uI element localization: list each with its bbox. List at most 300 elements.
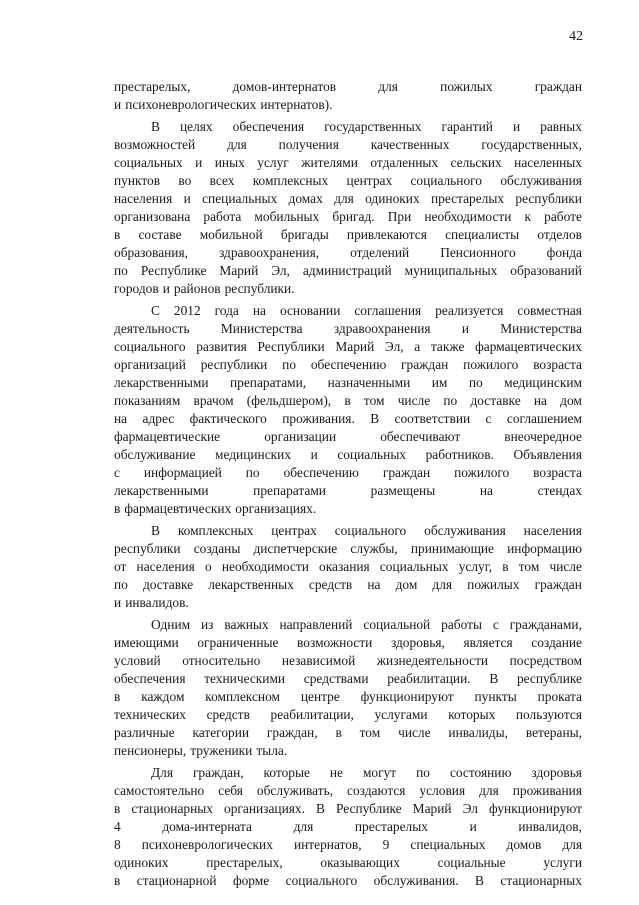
word: соглашением: [506, 411, 582, 426]
word: обеспечения: [114, 671, 186, 686]
text-line: [114, 78, 582, 96]
word: комплексных: [252, 173, 329, 188]
word: оказания: [319, 559, 370, 574]
text-line: [114, 522, 582, 540]
word: социального: [334, 523, 407, 538]
word: пунктов: [114, 173, 161, 188]
text-line: [114, 154, 582, 172]
word: независимой: [281, 653, 356, 668]
word: стационарных: [500, 873, 582, 888]
word: услуг,: [458, 559, 493, 574]
text-line: [114, 652, 582, 670]
word: числе: [398, 725, 431, 740]
word: лекарственных: [208, 577, 294, 592]
word: препаратами,: [230, 375, 307, 390]
word: жизнедеятельности: [376, 653, 489, 668]
text-line: [114, 764, 582, 782]
word: назначенными: [327, 375, 411, 390]
word: средств: [308, 577, 353, 592]
word: и: [114, 97, 122, 112]
word: себя: [218, 783, 243, 798]
word: во: [178, 173, 192, 188]
word: пункты: [474, 689, 517, 704]
paragraph: [114, 522, 582, 612]
word: лекарственными: [114, 483, 209, 498]
word: населения: [114, 191, 173, 206]
word: отдаленных: [370, 155, 439, 170]
word: возраста: [533, 465, 582, 480]
word: В: [316, 801, 325, 816]
word: районов: [173, 281, 221, 296]
word: проживания: [512, 783, 582, 798]
word: для: [293, 819, 314, 834]
page-number: 42: [569, 29, 583, 44]
word: здоровья,: [390, 635, 445, 650]
word: том: [518, 559, 540, 574]
word: обслуживать,: [256, 783, 334, 798]
word: состоянию: [449, 765, 512, 780]
word: адрес: [142, 411, 175, 426]
word: Республике: [335, 801, 402, 816]
word: сельских: [450, 155, 502, 170]
word: от: [114, 559, 127, 574]
word: престарелых: [354, 819, 428, 834]
word: развития: [196, 339, 247, 354]
text-line: [114, 374, 582, 392]
word: граждан,: [266, 725, 318, 740]
text-line: [114, 670, 582, 688]
word: услуги: [543, 855, 582, 870]
word: каждом: [141, 689, 185, 704]
word: инвалидов,: [518, 819, 582, 834]
word: Одним: [151, 617, 191, 632]
text-line: [114, 482, 582, 500]
word: стационарной: [136, 873, 217, 888]
paragraph: [114, 302, 582, 518]
word: комплексных: [177, 523, 254, 538]
text-line: [114, 836, 582, 854]
word: мобильных: [254, 209, 320, 224]
word: муниципальных: [404, 263, 498, 278]
word: проката: [537, 689, 582, 704]
word: на: [367, 577, 381, 592]
paragraph: [114, 118, 582, 298]
word: и: [512, 119, 521, 134]
word: фармацевтические: [114, 429, 221, 444]
paragraph: [114, 764, 582, 890]
word: центрах: [346, 173, 393, 188]
word: здравоохранения: [333, 321, 431, 336]
word: доставке: [470, 393, 521, 408]
text-line: [114, 742, 582, 760]
word: принимающие: [410, 541, 494, 556]
word: здоровья: [531, 765, 582, 780]
word: равных: [540, 119, 582, 134]
word: в: [344, 393, 351, 408]
word: по: [282, 357, 297, 372]
word: и: [195, 155, 203, 170]
word: 2012: [173, 303, 201, 318]
word: для: [479, 783, 499, 798]
word: направлений: [279, 617, 353, 632]
word: услугами: [374, 707, 428, 722]
word: соответствии: [394, 411, 471, 426]
text-line: [114, 356, 582, 374]
word: организациях.: [224, 801, 305, 816]
word: фактического: [189, 411, 267, 426]
word: пожилых: [440, 79, 493, 94]
text-line: [114, 190, 582, 208]
text-line: [114, 428, 582, 446]
word: пожилых: [467, 577, 520, 592]
word: обеспечения: [232, 119, 305, 134]
word: в: [114, 801, 121, 816]
word: 9: [382, 837, 390, 852]
word: социальных: [337, 447, 407, 462]
word: созданы: [193, 541, 241, 556]
word: года: [214, 303, 239, 318]
text-line: [114, 338, 582, 356]
text-line: [114, 244, 582, 262]
word: диспетчерские: [253, 541, 338, 556]
word: социальные: [437, 855, 506, 870]
word: о: [204, 559, 212, 574]
word: интернатов).: [260, 97, 333, 112]
word: граждан: [401, 357, 449, 372]
word: в: [114, 689, 121, 704]
text-line: [114, 634, 582, 652]
word: привлекаются: [346, 227, 427, 242]
word: в: [335, 725, 342, 740]
word: а: [414, 339, 421, 354]
word: обслуживания: [500, 173, 582, 188]
word: доставке: [142, 577, 194, 592]
word: социальных: [114, 155, 183, 170]
word: работников.: [425, 447, 494, 462]
word: дома-интерната: [162, 819, 252, 834]
word: работе: [544, 209, 582, 224]
word: бригады: [280, 227, 329, 242]
word: деятельность: [114, 321, 190, 336]
text-line: [114, 118, 582, 136]
word: числе: [549, 559, 582, 574]
word: населенных: [514, 155, 582, 170]
text-line: [114, 540, 582, 558]
word: им: [431, 375, 448, 390]
word: организации: [264, 429, 337, 444]
word: организациях.: [235, 501, 317, 516]
word: информацию: [507, 541, 582, 556]
word: необходимости: [424, 209, 512, 224]
word: и: [114, 595, 122, 610]
word: важных: [224, 617, 269, 632]
word: центре: [300, 689, 340, 704]
word: для: [227, 137, 247, 152]
word: интернатов,: [293, 837, 362, 852]
word: по: [245, 465, 260, 480]
word: информацией: [143, 465, 222, 480]
word: для: [432, 577, 453, 592]
word: по: [468, 375, 483, 390]
word: 8: [114, 837, 121, 852]
word: Министерства: [500, 321, 582, 336]
word: престарелых: [430, 191, 505, 206]
text-line: [114, 576, 582, 594]
word: ветераны,: [525, 725, 582, 740]
word: гражданами,: [509, 617, 582, 632]
word: целях: [179, 119, 213, 134]
word: граждан: [534, 577, 582, 592]
text-line: [114, 854, 582, 872]
word: Эл,: [384, 339, 404, 354]
word: совместная: [517, 303, 582, 318]
word: бригад.: [332, 209, 375, 224]
word: создание: [531, 635, 582, 650]
word: В: [370, 411, 380, 426]
word: не: [329, 765, 343, 780]
word: республики: [114, 541, 181, 556]
text-line: [114, 136, 582, 154]
text-line: [114, 280, 582, 298]
word: обслуживания.: [373, 873, 459, 888]
word: центрах: [271, 523, 317, 538]
paragraph: [114, 78, 582, 114]
word: могут: [362, 765, 397, 780]
text-line: [114, 392, 582, 410]
word: в: [502, 559, 509, 574]
word: реализуется: [435, 303, 504, 318]
word: республике: [516, 671, 582, 686]
word: жителями: [301, 155, 358, 170]
word: получения: [278, 137, 339, 152]
word: качественных: [370, 137, 450, 152]
word: фармацевтических: [124, 501, 232, 516]
word: специальных: [202, 191, 278, 206]
word: При: [387, 209, 412, 224]
word: возраста: [533, 357, 582, 372]
word: пожилого: [463, 357, 519, 372]
word: обслуживание: [114, 447, 196, 462]
word: реабилитации.: [387, 671, 471, 686]
word: труженики: [190, 743, 253, 758]
word: реабилитации,: [270, 707, 354, 722]
word: обеспечивают: [380, 429, 461, 444]
word: на: [533, 393, 547, 408]
text-line: [114, 594, 582, 612]
word: городов: [114, 281, 159, 296]
word: Объявления: [513, 447, 582, 462]
word: стационарных: [131, 801, 213, 816]
word: посредством: [509, 653, 582, 668]
word: граждан,: [192, 765, 244, 780]
word: самостоятельно: [114, 783, 205, 798]
word: Марий: [219, 263, 259, 278]
word: функционируют: [489, 801, 582, 816]
word: условий: [114, 653, 161, 668]
word: престарелых,: [114, 79, 191, 94]
word: обслуживания: [424, 523, 506, 538]
word: В: [151, 523, 160, 538]
word: всех: [209, 173, 235, 188]
word: социального: [114, 339, 186, 354]
word: дом: [395, 577, 418, 592]
word: к: [524, 209, 532, 224]
word: медицинских: [215, 447, 292, 462]
text-line: [114, 706, 582, 724]
word: дом: [560, 393, 582, 408]
word: показаниям: [114, 393, 181, 408]
word: техническими: [204, 671, 286, 686]
word: специальных: [410, 837, 486, 852]
word: работа: [203, 209, 242, 224]
word: отделов: [537, 227, 582, 242]
word: государственных,: [481, 137, 582, 152]
word: Пенсионного: [440, 245, 516, 260]
word: республики: [200, 357, 268, 372]
word: лекарственными: [114, 375, 209, 390]
text-line: [114, 302, 582, 320]
word: которых: [448, 707, 496, 722]
word: на: [114, 411, 128, 426]
word: Эл,: [271, 263, 290, 278]
word: условия: [419, 783, 466, 798]
word: на: [252, 303, 266, 318]
word: фонда: [546, 245, 582, 260]
text-line: [114, 410, 582, 428]
word: государственных: [324, 119, 422, 134]
word: Марий: [412, 801, 452, 816]
word: одиноких: [365, 191, 420, 206]
word: здравоохранения,: [219, 245, 320, 260]
word: домов: [506, 837, 542, 852]
word: психоневрологических: [141, 837, 273, 852]
word: Для: [151, 765, 173, 780]
word: и: [183, 191, 191, 206]
word: внеочередное: [504, 429, 582, 444]
word: В: [489, 671, 499, 686]
word: медицинским: [504, 375, 582, 390]
word: основании: [279, 303, 341, 318]
word: населения: [523, 523, 582, 538]
word: категории: [192, 725, 250, 740]
word: создаются: [347, 783, 406, 798]
word: (фельдшером),: [246, 393, 332, 408]
word: социальной: [363, 617, 431, 632]
word: Республики: [257, 339, 325, 354]
word: в: [114, 873, 121, 888]
word: составе: [138, 227, 182, 242]
text-line: [114, 558, 582, 576]
word: граждан: [382, 465, 431, 480]
word: средств: [206, 707, 250, 722]
word: стендах: [537, 483, 582, 498]
word: из: [201, 617, 214, 632]
word: отделений: [350, 245, 410, 260]
word: социального: [410, 173, 483, 188]
word: которые: [263, 765, 310, 780]
word: фармацевтических: [475, 339, 582, 354]
word: граждан: [534, 79, 582, 94]
word: тыла.: [256, 743, 288, 758]
word: ограниченные: [197, 635, 279, 650]
text-line: [114, 262, 582, 280]
word: для: [562, 837, 582, 852]
word: том: [359, 725, 381, 740]
word: иных: [214, 155, 245, 170]
text-line: [114, 616, 582, 634]
word: для: [334, 191, 354, 206]
word: и: [310, 447, 318, 462]
word: Министерства: [220, 321, 303, 336]
word: республики: [515, 191, 582, 206]
text-line: [114, 782, 582, 800]
word: том: [363, 393, 385, 408]
word: Марий: [335, 339, 375, 354]
word: гарантий: [441, 119, 493, 134]
word: домов-интернатов: [232, 79, 337, 94]
word: необходимости: [221, 559, 309, 574]
paragraph: [114, 616, 582, 760]
word: с: [485, 411, 492, 426]
word: числе: [397, 393, 431, 408]
word: республики.: [224, 281, 295, 296]
word: комплексном: [205, 689, 281, 704]
word: врачом: [193, 393, 234, 408]
word: относительно: [182, 653, 261, 668]
word: пользуются: [515, 707, 582, 722]
word: С: [151, 303, 160, 318]
word: пенсионеры,: [114, 743, 187, 758]
word: и: [162, 281, 170, 296]
word: по: [416, 765, 430, 780]
word: В: [151, 119, 160, 134]
text-line: [114, 226, 582, 244]
word: социальных: [379, 559, 449, 574]
word: форме: [232, 873, 270, 888]
word: социального: [285, 873, 358, 888]
word: работы: [441, 617, 482, 632]
text-line: [114, 464, 582, 482]
word: размещены: [370, 483, 436, 498]
word: образований: [510, 263, 582, 278]
word: соглашения: [354, 303, 422, 318]
text-line: [114, 500, 582, 518]
word: и: [469, 819, 477, 834]
document-body: [114, 78, 582, 890]
word: проживания.: [282, 411, 355, 426]
text-line: [114, 172, 582, 190]
word: возможностей: [114, 137, 196, 152]
word: В: [475, 873, 484, 888]
text-line: [114, 872, 582, 890]
word: 4: [114, 819, 121, 834]
word: препаратами: [253, 483, 326, 498]
text-line: [114, 818, 582, 836]
word: на: [479, 483, 493, 498]
text-line: [114, 208, 582, 226]
word: также: [430, 339, 465, 354]
word: обеспечению: [310, 357, 387, 372]
word: функционируют: [360, 689, 454, 704]
word: является: [463, 635, 513, 650]
text-line: [114, 320, 582, 338]
word: службы,: [350, 541, 398, 556]
word: услуг: [257, 155, 289, 170]
word: обеспечению: [283, 465, 359, 480]
word: инвалиды,: [448, 725, 508, 740]
text-line: [114, 724, 582, 742]
word: образования,: [114, 245, 188, 260]
